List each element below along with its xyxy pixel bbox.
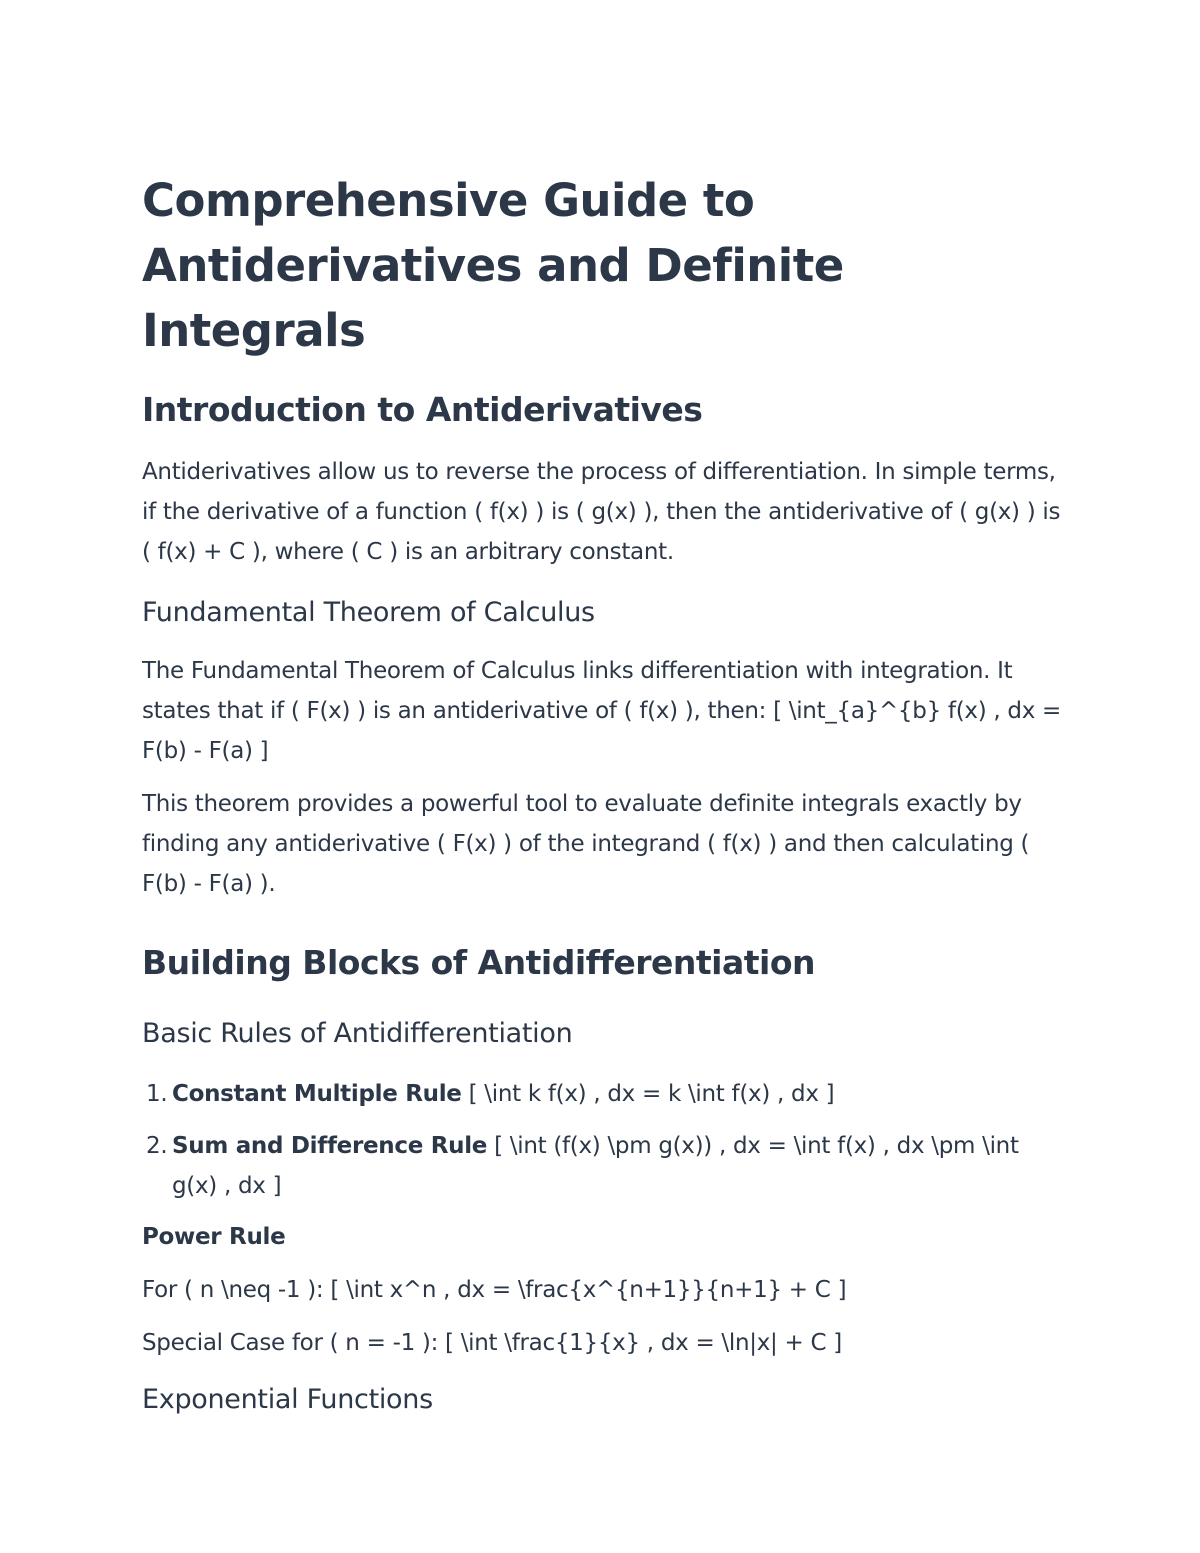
rule-formula: [ \int k f(x) , dx = k \int f(x) , dx ]	[461, 1081, 835, 1107]
basic-rules-heading: Basic Rules of Antidifferentiation	[142, 1018, 573, 1049]
list-item-number: 2.	[146, 1133, 168, 1159]
list-item	[142, 1126, 1067, 1206]
ftc-paragraph-2: This theorem provides a powerful tool to evaluate definite integrals exactly by finding any antiderivative ( F(x) ) of the integrand ( f(x) ) and then calculating ( F(b) - F(a) ).	[142, 791, 1030, 897]
rule-name: Constant Multiple Rule	[172, 1081, 462, 1107]
building-blocks-heading: Building Blocks of Antidifferentiation	[142, 943, 816, 982]
exponential-functions-heading: Exponential Functions	[142, 1384, 433, 1415]
rule-name: Sum and Difference Rule	[172, 1133, 488, 1159]
intro-heading: Introduction to Antiderivatives	[142, 390, 703, 429]
document-page	[142, 168, 1067, 1418]
ftc-heading: Fundamental Theorem of Calculus	[142, 597, 595, 628]
intro-paragraph: Antiderivatives allow us to reverse the process of differentiation. In simple terms, if the derivative of a function ( f(x) ) is ( g(x) ), then the antiderivative of ( g(x) ) is ( f(x) + C ), where ( C ) is an arbitrary constant.	[142, 459, 1061, 565]
power-rule-heading: Power Rule	[142, 1224, 286, 1250]
power-rule-text: For ( n \neq -1 ): [ \int x^n , dx = \frac{x^{n+1}}{n+1} + C ]	[142, 1277, 847, 1303]
list-item	[142, 1074, 1067, 1114]
ftc-paragraph-1: The Fundamental Theorem of Calculus links differentiation with integration. It states that if ( F(x) ) is an antiderivative of ( f(x) ), then: [ \int_{a}^{b} f(x) , dx = F(b) - F(a) ]	[142, 658, 1061, 764]
document-title: Comprehensive Guide to Antiderivatives and Definite Integrals	[142, 174, 844, 357]
power-rule-special-case: Special Case for ( n = -1 ): [ \int \frac{1}{x} , dx = \ln|x| + C ]	[142, 1330, 842, 1356]
rule-formula: [ \int (f(x) \pm g(x)) , dx = \int f(x) , dx \pm \int g(x) , dx ]	[172, 1133, 1019, 1199]
rules-list	[142, 1074, 1067, 1206]
list-item-number: 1.	[146, 1081, 168, 1107]
